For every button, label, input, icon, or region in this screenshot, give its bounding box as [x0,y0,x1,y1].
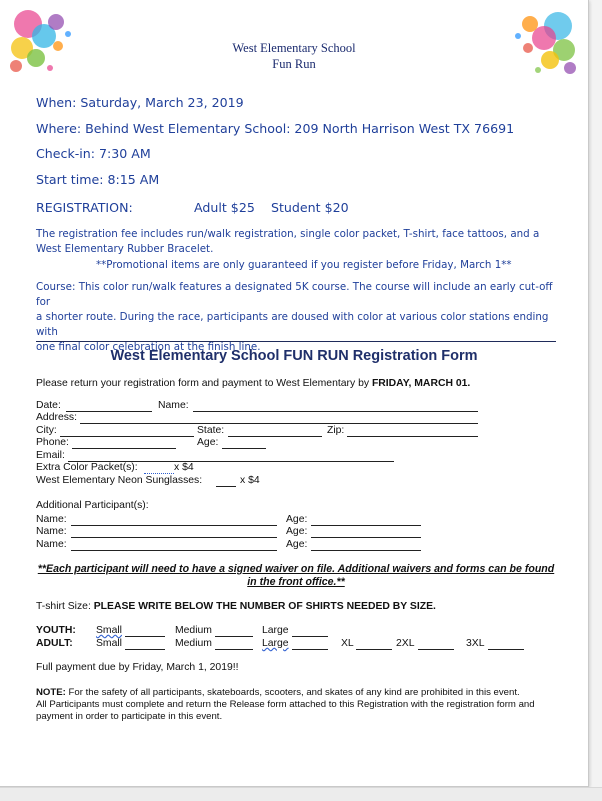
color-packets-price: x $4 [174,462,194,473]
address-label: Address: [36,412,78,423]
waiver-line-2: in the front office.** [247,576,345,588]
payment-due-line: Full payment due by Friday, March 1, 2019!! [36,662,239,673]
name-label: Name: [158,400,189,411]
course-description [36,280,556,355]
fee-description [36,227,556,257]
date-field[interactable] [66,411,152,412]
note-text: For the safety of all participants, skateboards, scooters, and skates of any kind are prohibited in this event. [65,687,520,698]
name-field[interactable] [193,411,478,412]
participant-3-age-label: Age: [286,539,308,550]
participant-1-name-label: Name: [36,514,67,525]
course-text-line-3: one final color celebration at the finish line. [36,341,261,353]
participant-1-name-field[interactable] [71,525,277,526]
participant-1-age-label: Age: [286,514,308,525]
adult-3xl-field[interactable] [488,649,524,650]
age-field[interactable] [222,448,266,449]
city-label: City: [36,425,57,436]
youth-medium-field[interactable] [215,636,253,637]
color-packets-label: Extra Color Packet(s): [36,462,138,473]
sunglasses-field[interactable] [216,486,236,487]
adult-2xl-field[interactable] [418,649,454,650]
event-title: Fun Run [272,57,316,71]
participant-2-age-label: Age: [286,526,308,537]
horizontal-scrollbar[interactable] [0,787,602,801]
registration-label: REGISTRATION: [36,200,133,215]
return-text: Please return your registration form and payment to West Elementary by [36,378,372,389]
adult-medium-label: Medium [175,638,212,649]
participant-1-age-field[interactable] [311,525,421,526]
adult-xl-field[interactable] [356,649,392,650]
tshirt-label: T-shirt Size: [36,601,94,612]
waiver-line-1: **Each participant will need to have a signed waiver on file. Additional waivers and forms can be found [37,563,555,575]
adult-label: ADULT: [36,638,73,649]
youth-small-field[interactable] [125,636,165,637]
tshirt-instructions-text: PLEASE WRITE BELOW THE NUMBER OF SHIRTS NEEDED BY SIZE. [93,601,436,612]
additional-participants-label: Additional Participant(s): [36,500,149,511]
sunglasses-price: x $4 [240,475,260,486]
date-label: Date: [36,400,61,411]
where-line: Where: Behind West Elementary School: 209 North Harrison West TX 76691 [36,121,515,136]
return-instructions [36,378,470,389]
zip-field[interactable] [347,436,478,437]
participant-2-name-field[interactable] [71,537,277,538]
tshirt-instructions [36,601,436,612]
checkin-line: Check-in: 7:30 AM [36,146,151,161]
release-text-line-2: payment in order to participate in this event. [36,711,223,722]
city-field[interactable] [60,436,194,437]
adult-small-field[interactable] [125,649,165,650]
adult-3xl-label: 3XL [466,638,485,649]
youth-small-label: Small [96,625,122,636]
adult-2xl-label: 2XL [396,638,415,649]
participant-3-age-field[interactable] [311,550,421,551]
participant-3-name-label: Name: [36,539,67,550]
promo-note: **Promotional items are only guaranteed if you register before Friday, March 1** [96,259,512,271]
participant-3-name-field[interactable] [71,550,277,551]
safety-note [36,687,520,698]
form-title: West Elementary School FUN RUN Registration Form [110,348,478,364]
adult-large-field[interactable] [292,649,328,650]
note-label: NOTE: [36,687,66,698]
when-line: When: Saturday, March 23, 2019 [36,95,244,110]
state-field[interactable] [228,436,322,437]
youth-medium-label: Medium [175,625,212,636]
youth-label: YOUTH: [36,625,76,636]
phone-field[interactable] [72,448,176,449]
color-packets-field[interactable] [144,473,174,474]
zip-label: Zip: [327,425,345,436]
adult-xl-label: XL [341,638,354,649]
course-text-line-1: Course: This color run/walk features a designated 5K course. The course will include an early cut-off for [36,281,553,308]
return-date: FRIDAY, MARCH 01. [371,378,471,389]
release-text-line-1: All Participants must complete and return the Release form attached to this Registration with the registration form and [36,699,535,710]
participant-2-name-label: Name: [36,526,67,537]
participant-2-age-field[interactable] [311,537,421,538]
fee-text-line-1: The registration fee includes run/walk registration, single color packet, T-shirt, face tattoos, and a [36,228,540,240]
age-label: Age: [197,437,219,448]
address-field[interactable] [80,423,478,424]
fee-text-line-2: West Elementary Rubber Bracelet. [36,243,214,255]
youth-large-field[interactable] [292,636,328,637]
school-title: West Elementary School [232,41,356,55]
adult-small-label: Small [96,638,122,649]
student-price: Student $20 [271,200,349,215]
start-time-line: Start time: 8:15 AM [36,172,160,187]
waiver-note [36,563,556,589]
sunglasses-label: West Elementary Neon Sunglasses: [36,475,203,486]
adult-price: Adult $25 [194,200,255,215]
adult-medium-field[interactable] [215,649,253,650]
course-text-line-2: a shorter route. During the race, participants are doused with color at various color stations ending with [36,311,549,338]
section-divider [36,341,556,342]
state-label: State: [197,425,225,436]
phone-label: Phone: [36,437,69,448]
youth-large-label: Large [262,625,289,636]
email-label: Email: [36,450,65,461]
adult-large-label: Large [262,638,289,649]
